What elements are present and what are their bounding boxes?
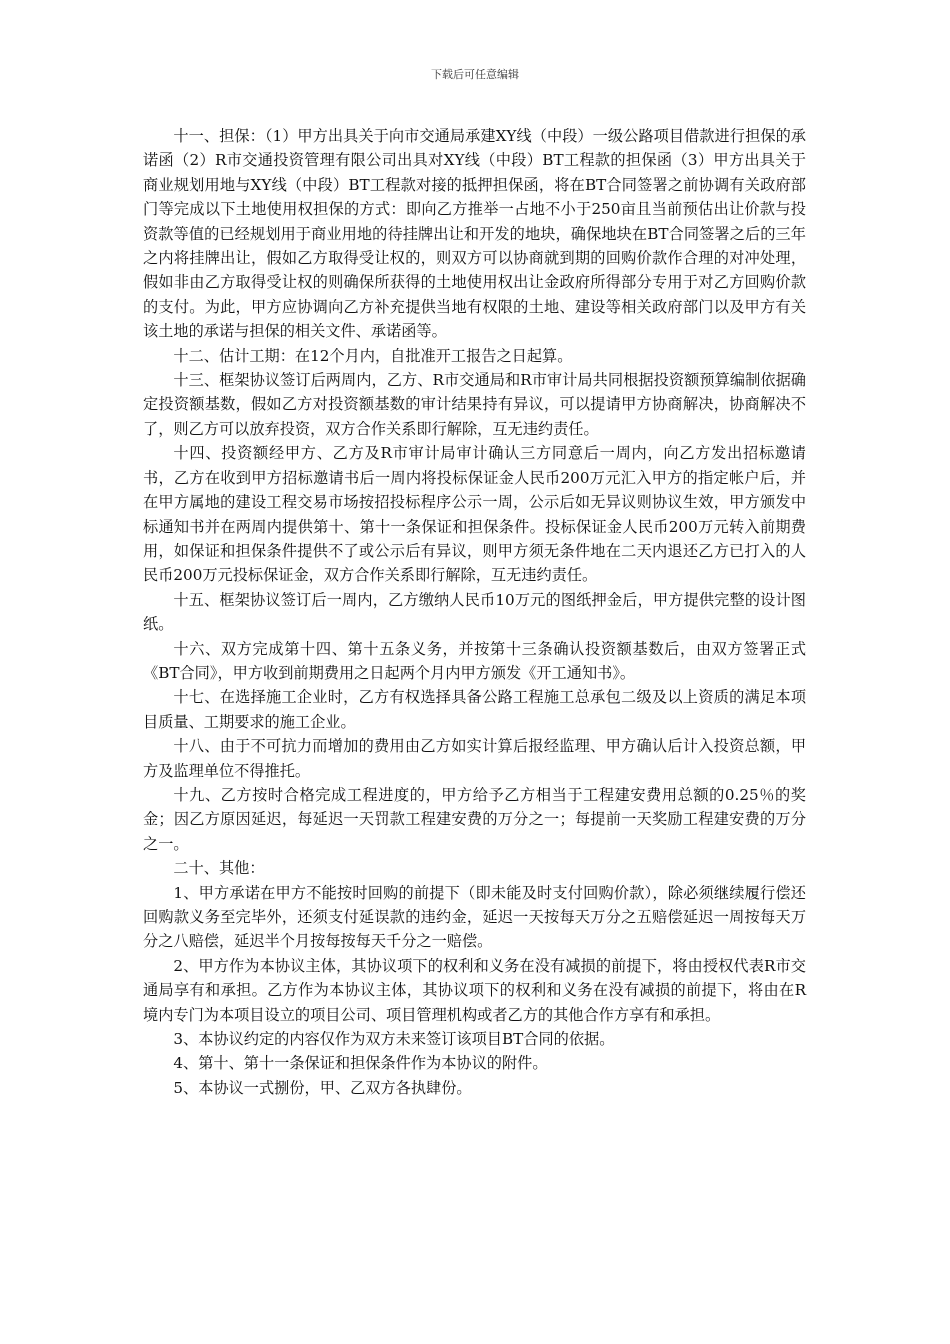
- clause-20-other: 二十、其他：: [173, 859, 265, 878]
- clause-17-contractor: 十七、在选择施工企业时，乙方有权选择具备公路工程施工总承包二级及以上资质的满足本项目质量、工期要求的施工企业。: [143, 688, 806, 731]
- clause-12-duration: 十二、估计工期：在12个月内，自批准开工报告之日起算。: [173, 346, 573, 365]
- clause-18-force-majeure: 十八、由于不可抗力而增加的费用由乙方如实计算后报经监理、甲方确认后计入投资总额，甲方及监理单位不得推托。: [143, 737, 806, 780]
- document-body: [143, 124, 806, 1100]
- clause-14-bidding: 十四、投资额经甲方、乙方及R市审计局审计确认三方同意后一周内，向乙方发出招标邀请书，乙方在收到甲方招标邀请书后一周内将投标保证金人民币200万元汇入甲方的指定帐户后，并在甲方属地的建设工程交易市场按招投标程序公示一周，公示后如无异议则协议生效，甲方颁发中标通知书并在两周内提供第十、第十一条保证和担保条件。投标保证金人民币200万元转入前期费用，如保证和担保条件提供不了或公示后有异议，则甲方须无条件地在二天内退还乙方已打入的人民币200万元投标保证金，双方合作关系即行解除，互无违约责任。: [143, 444, 806, 585]
- clause-11-guarantee: 十一、担保：（1）甲方出具关于向市交通局承建XY线（中段）一级公路项目借款进行担保的承诺函（2）R市交通投资管理有限公司出具对XY线（中段）BT工程款的担保函（3）甲方出具关于商业规划用地与XY线（中段）BT工程款对接的抵押担保函，将在BT合同签署之前协调有关政府部门等完成以下土地使用权担保的方式：即向乙方推举一占地不小于250亩且当前预估出让价款与投资款等值的已经规划用于商业用地的待挂牌出让和开发的地块，确保地块在BT合同签署之后的三年之内将挂牌出让，假如乙方取得受让权的，则双方可以协商就到期的回购价款作合理的对冲处理，假如非由乙方取得受让权的则确保所获得的土地使用权出让金政府所得部分专用于对乙方回购价款的支付。为此，甲方应协调向乙方补充提供当地有权限的土地、建设等相关政府部门以及甲方有关该土地的承诺与担保的相关文件、承诺函等。: [143, 127, 806, 341]
- sub-clause-1: 1、甲方承诺在甲方不能按时回购的前提下（即未能及时支付回购价款），除必须继续履行偿还回购款义务至完毕外，还须支付延误款的违约金，延迟一天按每天万分之五赔偿延迟一周按每天万分之八赔偿，延迟半个月按每按每天千分之一赔偿。: [143, 883, 806, 951]
- page-header: 下载后可任意编辑: [431, 68, 519, 81]
- clause-16-bt-contract: 十六、双方完成第十四、第十五条义务，并按第十三条确认投资额基数后，由双方签署正式《BT合同》，甲方收到前期费用之日起两个月内甲方颁发《开工通知书》。: [143, 639, 806, 682]
- sub-clause-2: 2、甲方作为本协议主体，其协议项下的权利和义务在没有减损的前提下，将由授权代表R市交通局享有和承担。乙方作为本协议主体，其协议项下的权利和义务在没有减损的前提下，将由在R境内专门为本项目设立的项目公司、项目管理机构或者乙方的其他合作方享有和承担。: [143, 956, 806, 1024]
- sub-clause-4: 4、第十、第十一条保证和担保条件作为本协议的附件。: [173, 1054, 548, 1073]
- sub-clause-5: 5、本协议一式捌份，甲、乙双方各执肆份。: [173, 1078, 472, 1097]
- clause-19-bonus: 十九、乙方按时合格完成工程进度的，甲方给予乙方相当于工程建安费用总额的0.25％的奖金；因乙方原因延迟，每延迟一天罚款工程建安费的万分之一；每提前一天奖励工程建安费的万分之一。: [143, 785, 806, 853]
- clause-15-drawings: 十五、框架协议签订后一周内，乙方缴纳人民币10万元的图纸押金后，甲方提供完整的设计图纸。: [143, 590, 806, 634]
- clause-13-investment-base: 十三、框架协议签订后两周内，乙方、R市交通局和R市审计局共同根据投资额预算编制依据确定投资额基数，假如乙方对投资额基数的审计结果持有异议，可以提请甲方协商解决，协商解决不了，则乙方可以放弃投资，双方合作关系即行解除，互无违约责任。: [143, 371, 806, 438]
- sub-clause-3: 3、本协议约定的内容仅作为双方未来签订该项目BT合同的依据。: [173, 1030, 615, 1049]
